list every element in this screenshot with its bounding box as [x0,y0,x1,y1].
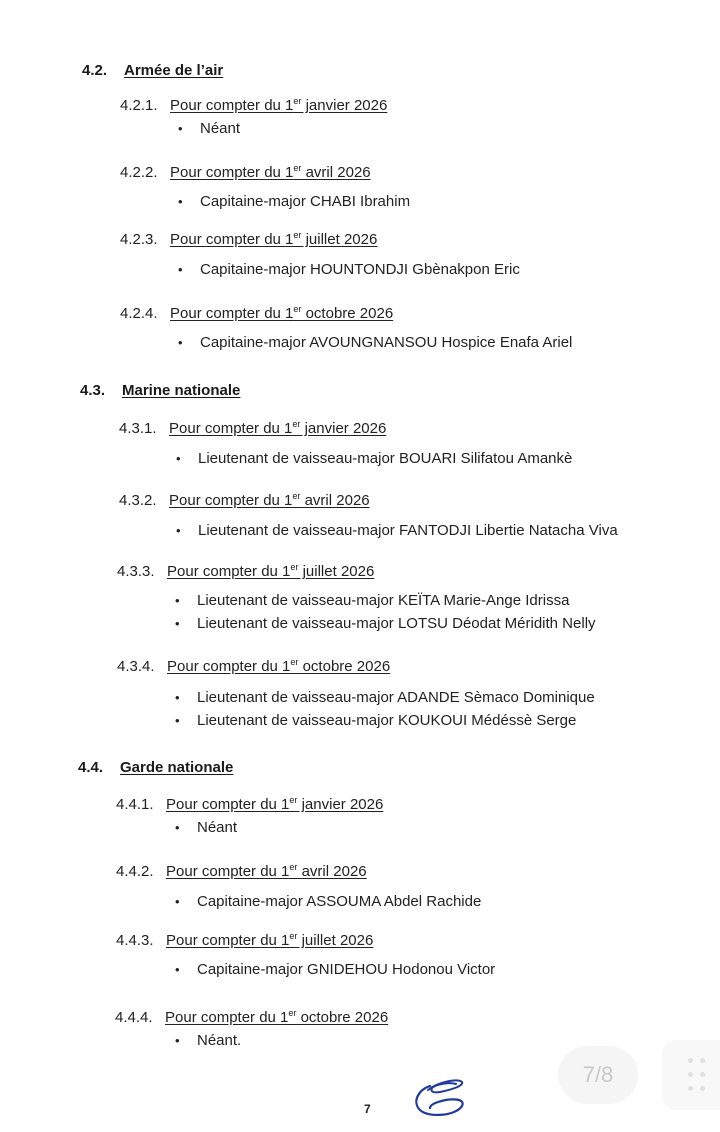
subsection-title: Pour compter du 1er avril 2026 [166,862,367,880]
subsection-title: Pour compter du 1er juillet 2026 [166,931,374,949]
subsection-number: 4.4.4. [115,1009,153,1026]
list-item: • Capitaine-major GNIDEHOU Hodonou Victor [175,961,496,978]
subsection-heading [119,420,386,437]
subsection-heading [115,1009,388,1026]
list-item: • Lieutenant de vaisseau-major KEÏTA Marie-Ange Idrissa [175,592,570,609]
subsection-title: Pour compter du 1er janvier 2026 [169,419,387,437]
page-number: 7 [364,1102,371,1116]
subsection-heading [120,231,377,248]
section-title: Marine nationale [122,382,241,399]
page-indicator-text: 7/8 [582,1062,614,1087]
subsection-heading [116,932,373,949]
list-item: • Capitaine-major AVOUNGNANSOU Hospice Enafa Ariel [178,334,573,351]
subsection-heading [117,563,374,580]
section-title: Garde nationale [120,759,234,776]
list-item: • Lieutenant de vaisseau-major ADANDE Sèmaco Dominique [175,689,595,706]
signature-stroke [416,1086,462,1115]
grid-dot [700,1058,705,1063]
list-item: • Capitaine-major ASSOUMA Abdel Rachide [175,893,482,910]
subsection-number: 4.3.2. [119,492,157,509]
subsection-title: Pour compter du 1er janvier 2026 [170,96,388,114]
subsection-number: 4.4.1. [116,796,154,813]
signature-mark [410,1076,476,1120]
subsection-title: Pour compter du 1er janvier 2026 [166,795,384,813]
subsection-number: 4.2.4. [120,305,158,322]
page-indicator[interactable] [558,1046,638,1104]
bullet-icon: • [175,616,180,631]
subsection-title: Pour compter du 1er octobre 2026 [170,304,394,322]
list-item: • Néant. [175,1032,242,1049]
subsection-number: 4.3.3. [117,563,155,580]
subsection-number: 4.2.2. [120,164,158,181]
bullet-icon: • [176,451,181,466]
list-item: • Capitaine-major CHABI Ibrahim [178,193,411,210]
section-heading [78,759,233,776]
bullet-icon: • [175,593,180,608]
subsection-heading [120,164,371,181]
grid-dot [688,1072,693,1077]
list-item: • Néant [175,819,238,836]
section-number: 4.3. [80,382,106,399]
list-item: • Lieutenant de vaisseau-major LOTSU Déodat Méridith Nelly [175,615,596,632]
section-heading [82,62,223,79]
subsection-heading [120,97,387,114]
subsection-heading [120,305,393,322]
bullet-icon: • [175,1033,180,1048]
grid-dot [700,1072,705,1077]
section-number: 4.4. [78,759,104,776]
bullet-icon: • [175,894,180,909]
subsection-title: Pour compter du 1er avril 2026 [170,163,371,181]
grid-dot [700,1086,705,1091]
subsection-title: Pour compter du 1er juillet 2026 [170,230,378,248]
section-heading [80,382,240,399]
subsection-number: 4.3.1. [119,420,157,437]
list-item: • Lieutenant de vaisseau-major BOUARI Silifatou Amankè [176,450,573,467]
bullet-icon: • [178,194,183,209]
subsection-number: 4.4.3. [116,932,154,949]
grid-dot [688,1058,693,1063]
list-item: • Lieutenant de vaisseau-major FANTODJI Libertie Natacha Viva [176,522,618,539]
bullet-icon: • [176,523,181,538]
subsection-number: 4.2.1. [120,97,158,114]
bullet-icon: • [175,690,180,705]
list-item: • Néant [178,120,241,137]
subsection-number: 4.2.3. [120,231,158,248]
bullet-icon: • [178,335,183,350]
bullet-icon: • [175,713,180,728]
section-number: 4.2. [82,62,108,79]
subsection-number: 4.3.4. [117,658,155,675]
subsection-title: Pour compter du 1er juillet 2026 [167,562,375,580]
subsection-heading [117,658,390,675]
list-item: • Lieutenant de vaisseau-major KOUKOUI Médéssè Serge [175,712,577,729]
bullet-icon: • [175,820,180,835]
bullet-icon: • [178,262,183,277]
section-title: Armée de l’air [124,62,224,79]
subsection-title: Pour compter du 1er octobre 2026 [165,1008,389,1026]
subsection-heading [116,863,367,880]
bullet-icon: • [178,121,183,136]
subsection-number: 4.4.2. [116,863,154,880]
grid-dots-icon[interactable] [662,1040,720,1110]
bullet-icon: • [175,962,180,977]
subsection-title: Pour compter du 1er avril 2026 [169,491,370,509]
signature-stroke [428,1080,462,1092]
subsection-heading [116,796,383,813]
list-item: • Capitaine-major HOUNTONDJI Gbènakpon Eric [178,261,520,278]
grid-dot [688,1086,693,1091]
subsection-heading [119,492,370,509]
subsection-title: Pour compter du 1er octobre 2026 [167,657,391,675]
